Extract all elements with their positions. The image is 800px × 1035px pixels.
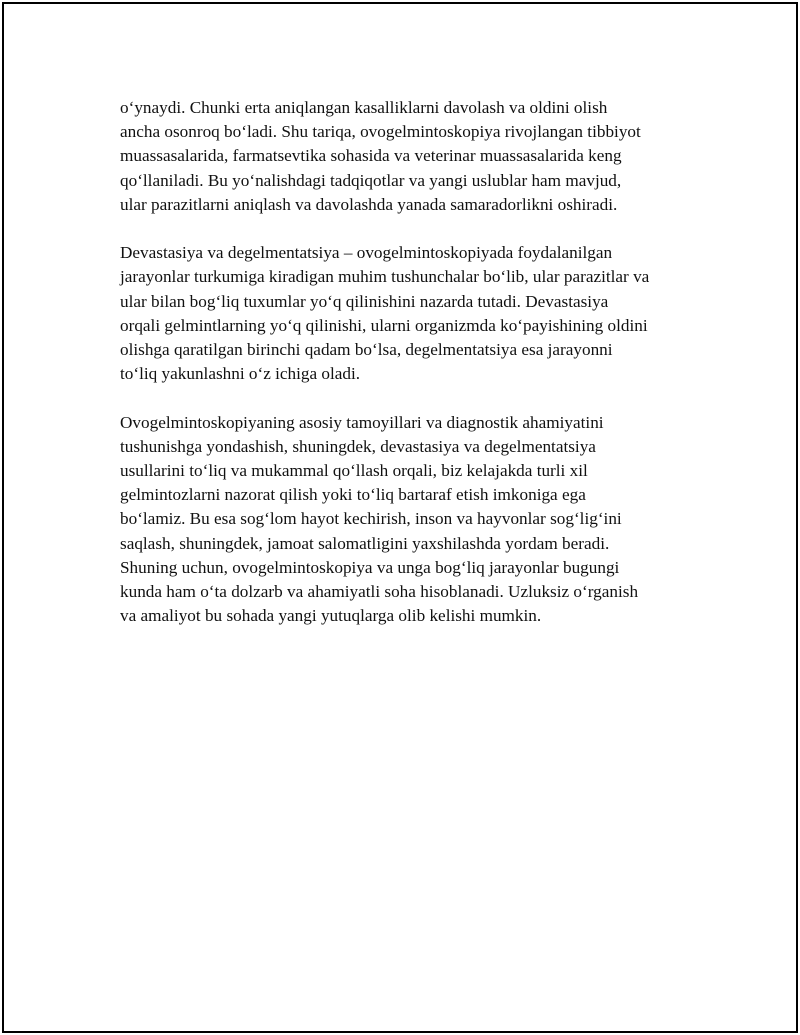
text-line: Devastasiya va degelmentatsiya – ovogelmintoskopiyada foydalanilgan: [120, 243, 613, 263]
text-line: qo‘llaniladi. Bu yo‘nalishdagi tadqiqotlar va yangi uslublar ham mavjud,: [120, 170, 622, 190]
document-body: [120, 96, 710, 653]
text-line: usullarini to‘liq va mukammal qo‘llash orqali, biz kelajakda turli xil: [120, 461, 588, 481]
text-line: kunda ham o‘ta dolzarb va ahamiyatli soha hisoblanadi. Uzluksiz o‘rganish: [120, 582, 639, 602]
paragraph-1: [120, 96, 710, 217]
text-line: ular parazitlarni aniqlash va davolashda yanada samaradorlikni oshiradi.: [120, 194, 618, 214]
page-frame: [2, 2, 798, 1033]
text-line: orqali gelmintlarning yo‘q qilinishi, ularni organizmda ko‘payishining oldini: [120, 315, 648, 335]
text-line: tushunishga yondashish, shuningdek, devastasiya va degelmentatsiya: [120, 436, 596, 456]
text-line: Shuning uchun, ovogelmintoskopiya va unga bog‘liq jarayonlar bugungi: [120, 557, 620, 577]
text-line: bo‘lamiz. Bu esa sog‘lom hayot kechirish, inson va hayvonlar sog‘lig‘ini: [120, 509, 622, 529]
text-line: muassasalarida, farmatsevtika sohasida va veterinar muassasalarida keng: [120, 146, 622, 166]
text-line: Ovogelmintoskopiyaning asosiy tamoyillari va diagnostik ahamiyatini: [120, 412, 604, 432]
paragraph-3: [120, 411, 710, 629]
text-line: va amaliyot bu sohada yangi yutuqlarga olib kelishi mumkin.: [120, 606, 542, 626]
paragraph-2: [120, 241, 710, 386]
text-line: o‘ynaydi. Chunki erta aniqlangan kasalliklarni davolash va oldini olish: [120, 98, 608, 117]
text-line: gelmintozlarni nazorat qilish yoki to‘liq bartaraf etish imkoniga ega: [120, 485, 586, 505]
text-line: ancha osonroq bo‘ladi. Shu tariqa, ovogelmintoskopiya rivojlangan tibbiyot: [120, 122, 641, 142]
text-line: to‘liq yakunlashni o‘z ichiga oladi.: [120, 364, 361, 384]
text-line: olishga qaratilgan birinchi qadam bo‘lsa, degelmentatsiya esa jarayonni: [120, 340, 613, 360]
text-line: jarayonlar turkumiga kiradigan muhim tushunchalar bo‘lib, ular parazitlar va: [120, 267, 650, 287]
text-line: saqlash, shuningdek, jamoat salomatligini yaxshilashda yordam beradi.: [120, 533, 610, 553]
text-line: ular bilan bog‘liq tuxumlar yo‘q qilinishini nazarda tutadi. Devastasiya: [120, 291, 609, 311]
